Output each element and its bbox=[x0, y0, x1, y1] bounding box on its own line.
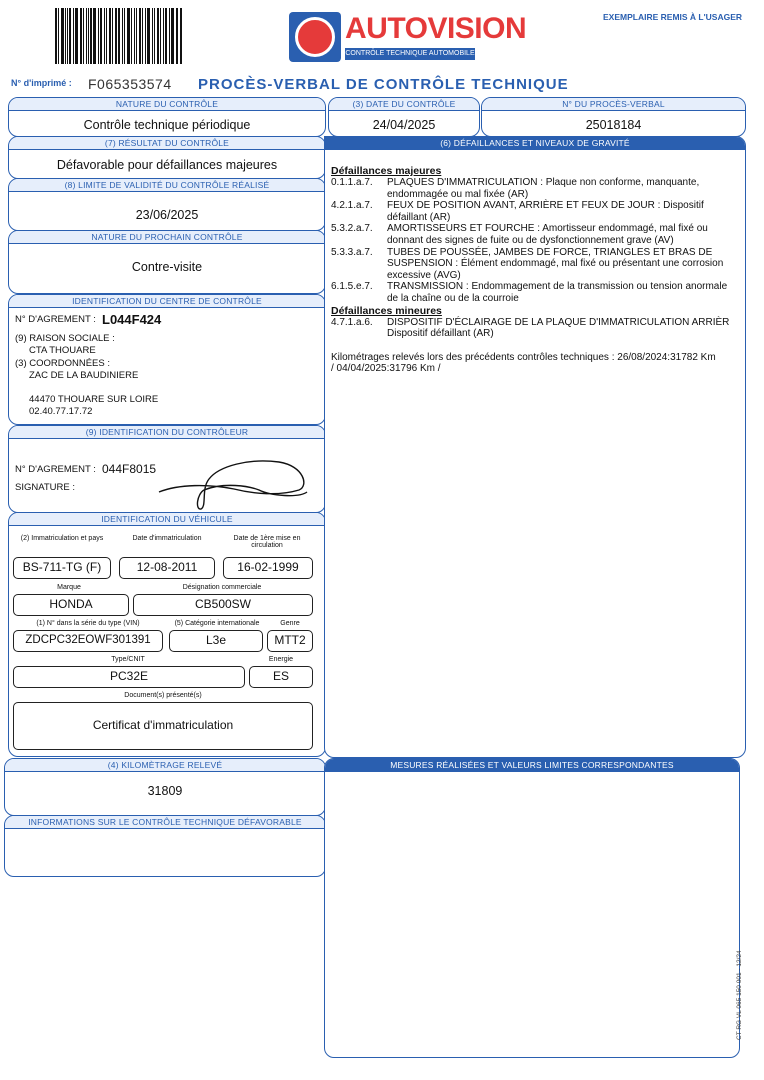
defect-text: excessive (AVG) bbox=[387, 269, 461, 281]
defect-text: AMORTISSEURS ET FOURCHE : Amortisseur endommagé, mal fixé ou bbox=[387, 223, 708, 235]
date-value: 24/04/2025 bbox=[372, 118, 436, 132]
centre-header: IDENTIFICATION DU CENTRE DE CONTRÔLE bbox=[9, 295, 325, 308]
brand-subtitle: CONTRÔLE TECHNIQUE AUTOMOBILE bbox=[345, 48, 475, 60]
barcode-bar bbox=[109, 8, 112, 64]
barcode-bar bbox=[58, 8, 59, 64]
barcode-bar bbox=[136, 8, 137, 64]
document-label: Document(s) présenté(s) bbox=[124, 692, 202, 699]
document-field: Certificat d'immatriculation bbox=[13, 702, 313, 750]
defect-text: de la chaîne ou de la courroie bbox=[387, 292, 519, 304]
barcode-bar bbox=[115, 8, 117, 64]
print-number-label: N° d'imprimé : bbox=[11, 78, 72, 88]
barcode-bar bbox=[93, 8, 96, 64]
centre-address1: ZAC DE LA BAUDINIERE bbox=[29, 370, 139, 381]
result-header: (7) RÉSULTAT DU CONTRÔLE bbox=[9, 137, 325, 150]
vehicule-header: IDENTIFICATION DU VÉHICULE bbox=[9, 513, 325, 526]
mesures-panel bbox=[324, 758, 740, 1058]
km-header: (4) KILOMÈTRAGE RELEVÉ bbox=[5, 759, 325, 772]
result-panel bbox=[8, 136, 326, 179]
defect-text: TUBES DE POUSSÉE, JAMBES DE FORCE, TRIANGLES ET BRAS DE bbox=[387, 246, 713, 258]
defect-code: 5.3.2.a.7. bbox=[331, 223, 373, 235]
barcode-bar bbox=[145, 8, 146, 64]
centre-raison: CTA THOUARE bbox=[29, 345, 96, 356]
info-panel bbox=[4, 815, 326, 877]
barcode-bar bbox=[160, 8, 161, 64]
defect-text: Dispositif défaillant (AR) bbox=[387, 328, 494, 340]
barcode-bar bbox=[90, 8, 92, 64]
km-value: 31809 bbox=[147, 784, 183, 798]
barcode-bar bbox=[100, 8, 102, 64]
defects-list bbox=[325, 150, 745, 375]
energie-field: ES bbox=[249, 666, 313, 688]
nature-panel bbox=[8, 97, 326, 137]
major-title: Défaillances majeures bbox=[331, 165, 442, 177]
signature-label: SIGNATURE : bbox=[15, 482, 75, 493]
pv-header: N° DU PROCÈS-VERBAL bbox=[482, 98, 745, 111]
barcode-bar bbox=[127, 8, 130, 64]
barcode-bar bbox=[106, 8, 107, 64]
energie-label: Energie bbox=[268, 656, 294, 663]
next-value: Contre-visite bbox=[131, 260, 203, 274]
barcode-bar bbox=[139, 8, 141, 64]
defect-item bbox=[331, 247, 745, 282]
defects-panel bbox=[324, 136, 746, 758]
barcode-bar bbox=[88, 8, 89, 64]
barcode-bar bbox=[163, 8, 164, 64]
defect-item bbox=[331, 200, 745, 223]
marque-field: HONDA bbox=[13, 594, 129, 616]
defect-text: PLAQUES D'IMMATRICULATION : Plaque non conforme, manquante, bbox=[387, 177, 700, 188]
barcode-bar bbox=[86, 8, 87, 64]
defect-text: DISPOSITIF D'ÉCLAIRAGE DE LA PLAQUE D'IMMATRICULATION ARRIÈR bbox=[387, 316, 730, 328]
vin-label: (1) N° dans la série du type (VIN) bbox=[36, 620, 140, 627]
centre-panel bbox=[8, 294, 326, 425]
barcode-bar bbox=[112, 8, 113, 64]
barcode-bar bbox=[171, 8, 174, 64]
barcode-bar bbox=[80, 8, 82, 64]
date-immat-field: 12-08-2011 bbox=[119, 557, 215, 579]
barcode-bar bbox=[165, 8, 167, 64]
barcode-bar bbox=[67, 8, 68, 64]
barcode-bar bbox=[98, 8, 99, 64]
validity-header: (8) LIMITE DE VALIDITÉ DU CONTRÔLE RÉALISÉ bbox=[9, 179, 325, 192]
date-header: (3) DATE DU CONTRÔLE bbox=[329, 98, 479, 111]
controleur-agrement: 044F8015 bbox=[102, 462, 157, 476]
defect-text: TRANSMISSION : Endommagement de la transmission ou tension anormale bbox=[387, 281, 728, 293]
defect-item bbox=[331, 177, 745, 200]
brand-name: AUTOVISION bbox=[345, 12, 527, 45]
pv-value: 25018184 bbox=[585, 118, 642, 132]
barcode-bar bbox=[124, 8, 125, 64]
barcode-bar bbox=[152, 8, 153, 64]
defect-code: 0.1.1.a.7. bbox=[331, 177, 373, 188]
validity-panel bbox=[8, 178, 326, 231]
autovision-logo bbox=[289, 12, 527, 62]
info-header: INFORMATIONS SUR LE CONTRÔLE TECHNIQUE DÉFAVORABLE bbox=[5, 816, 325, 829]
categorie-label: (5) Catégorie internationale bbox=[174, 620, 260, 627]
barcode-bar bbox=[154, 8, 156, 64]
categorie-field: L3e bbox=[169, 630, 263, 652]
type-label: Type/CNIT bbox=[111, 656, 145, 663]
barcode-bar bbox=[69, 8, 71, 64]
barcode-bar bbox=[180, 8, 182, 64]
next-header: NATURE DU PROCHAIN CONTRÔLE bbox=[9, 231, 325, 244]
designation-label: Désignation commerciale bbox=[182, 584, 262, 591]
marque-label: Marque bbox=[57, 584, 81, 591]
immat-field: BS-711-TG (F) bbox=[13, 557, 111, 579]
nature-value: Contrôle technique périodique bbox=[83, 118, 251, 132]
defect-item bbox=[331, 281, 745, 304]
controleur-header: (9) IDENTIFICATION DU CONTRÔLEUR bbox=[9, 426, 325, 439]
defect-text: donnant des signes de fuite ou de dysfonctionnement grave (AV) bbox=[387, 234, 674, 246]
form-reference: CT RG VL 065 150 001 - 12/24 bbox=[736, 950, 743, 1040]
mesures-header: MESURES RÉALISÉES ET VALEURS LIMITES CORRESPONDANTES bbox=[325, 759, 739, 772]
signature-scribble bbox=[149, 454, 319, 513]
copy-label: EXEMPLAIRE REMIS À L'USAGER bbox=[603, 12, 742, 22]
barcode-bar bbox=[75, 8, 78, 64]
vehicule-panel bbox=[8, 512, 326, 757]
barcode-bar bbox=[134, 8, 135, 64]
result-value: Défavorable pour défaillances majeures bbox=[56, 158, 278, 172]
km-history-1: Kilométrages relevés lors des précédents contrôles techniques : 26/08/2024:31782 Km bbox=[331, 351, 716, 363]
defect-code: 4.2.1.a.7. bbox=[331, 200, 373, 212]
barcode-bar bbox=[157, 8, 159, 64]
barcode-bar bbox=[142, 8, 143, 64]
barcode bbox=[55, 8, 183, 64]
nature-header: NATURE DU CONTRÔLE bbox=[9, 98, 325, 111]
defect-text: SUSPENSION : Élément endommagé, mal fixé ou présentant une corrosion bbox=[387, 258, 724, 270]
barcode-bar bbox=[122, 8, 123, 64]
barcode-bar bbox=[104, 8, 105, 64]
barcode-bar bbox=[147, 8, 150, 64]
km-history-2: / 04/04/2025:31796 Km / bbox=[331, 363, 441, 375]
date-immat-label: Date d'immatriculation bbox=[132, 535, 202, 542]
next-panel bbox=[8, 230, 326, 294]
barcode-bar bbox=[177, 8, 178, 64]
defect-text: défaillant (AR) bbox=[387, 211, 451, 223]
barcode-bar bbox=[55, 8, 57, 64]
barcode-bar bbox=[176, 8, 177, 64]
defect-code: 5.3.3.a.7. bbox=[331, 246, 373, 258]
controleur-panel bbox=[8, 425, 326, 513]
print-number: F065353574 bbox=[88, 76, 172, 92]
genre-label: Genre bbox=[280, 620, 300, 627]
first-circulation-label: Date de 1ère mise en circulation bbox=[233, 535, 301, 549]
centre-raison-label: (9) RAISON SOCIALE : bbox=[15, 333, 115, 344]
defect-item bbox=[331, 317, 745, 340]
defect-code: 4.7.1.a.6. bbox=[331, 316, 373, 328]
barcode-bar bbox=[169, 8, 170, 64]
barcode-bar bbox=[61, 8, 64, 64]
first-circulation-field: 16-02-1999 bbox=[223, 557, 313, 579]
defect-text: endommagée ou mal fixée (AR) bbox=[387, 188, 529, 200]
centre-agrement-label: N° D'AGREMENT : bbox=[15, 314, 96, 325]
barcode-bar bbox=[131, 8, 133, 64]
barcode-bar bbox=[73, 8, 74, 64]
pv-panel bbox=[481, 97, 746, 137]
immat-label: (2) Immatriculation et pays bbox=[20, 535, 104, 542]
defect-text: FEUX DE POSITION AVANT, ARRIÈRE ET FEUX DE JOUR : Dispositif bbox=[387, 200, 704, 212]
barcode-bar bbox=[83, 8, 84, 64]
genre-field: MTT2 bbox=[267, 630, 313, 652]
type-field: PC32E bbox=[13, 666, 245, 688]
barcode-bar bbox=[118, 8, 120, 64]
validity-value: 23/06/2025 bbox=[135, 208, 199, 222]
barcode-bar bbox=[65, 8, 66, 64]
page-title: PROCÈS-VERBAL DE CONTRÔLE TECHNIQUE bbox=[198, 76, 569, 93]
centre-coord-label: (3) COORDONNÉES : bbox=[15, 358, 111, 369]
defect-code: 6.1.5.e.7. bbox=[331, 281, 373, 293]
centre-phone: 02.40.77.17.72 bbox=[29, 406, 93, 417]
vin-field: ZDCPC32EOWF301391 bbox=[13, 630, 163, 652]
defects-header: (6) DÉFAILLANCES ET NIVEAUX DE GRAVITÉ bbox=[325, 137, 745, 150]
date-panel bbox=[328, 97, 480, 137]
centre-address2: 44470 THOUARE SUR LOIRE bbox=[29, 394, 159, 405]
minor-title: Défaillances mineures bbox=[331, 304, 442, 317]
defect-item bbox=[331, 223, 745, 246]
km-panel bbox=[4, 758, 326, 816]
designation-field: CB500SW bbox=[133, 594, 313, 616]
centre-agrement: L044F424 bbox=[102, 312, 162, 327]
logo-icon bbox=[289, 12, 341, 62]
controleur-agrement-label: N° D'AGREMENT : bbox=[15, 464, 96, 475]
